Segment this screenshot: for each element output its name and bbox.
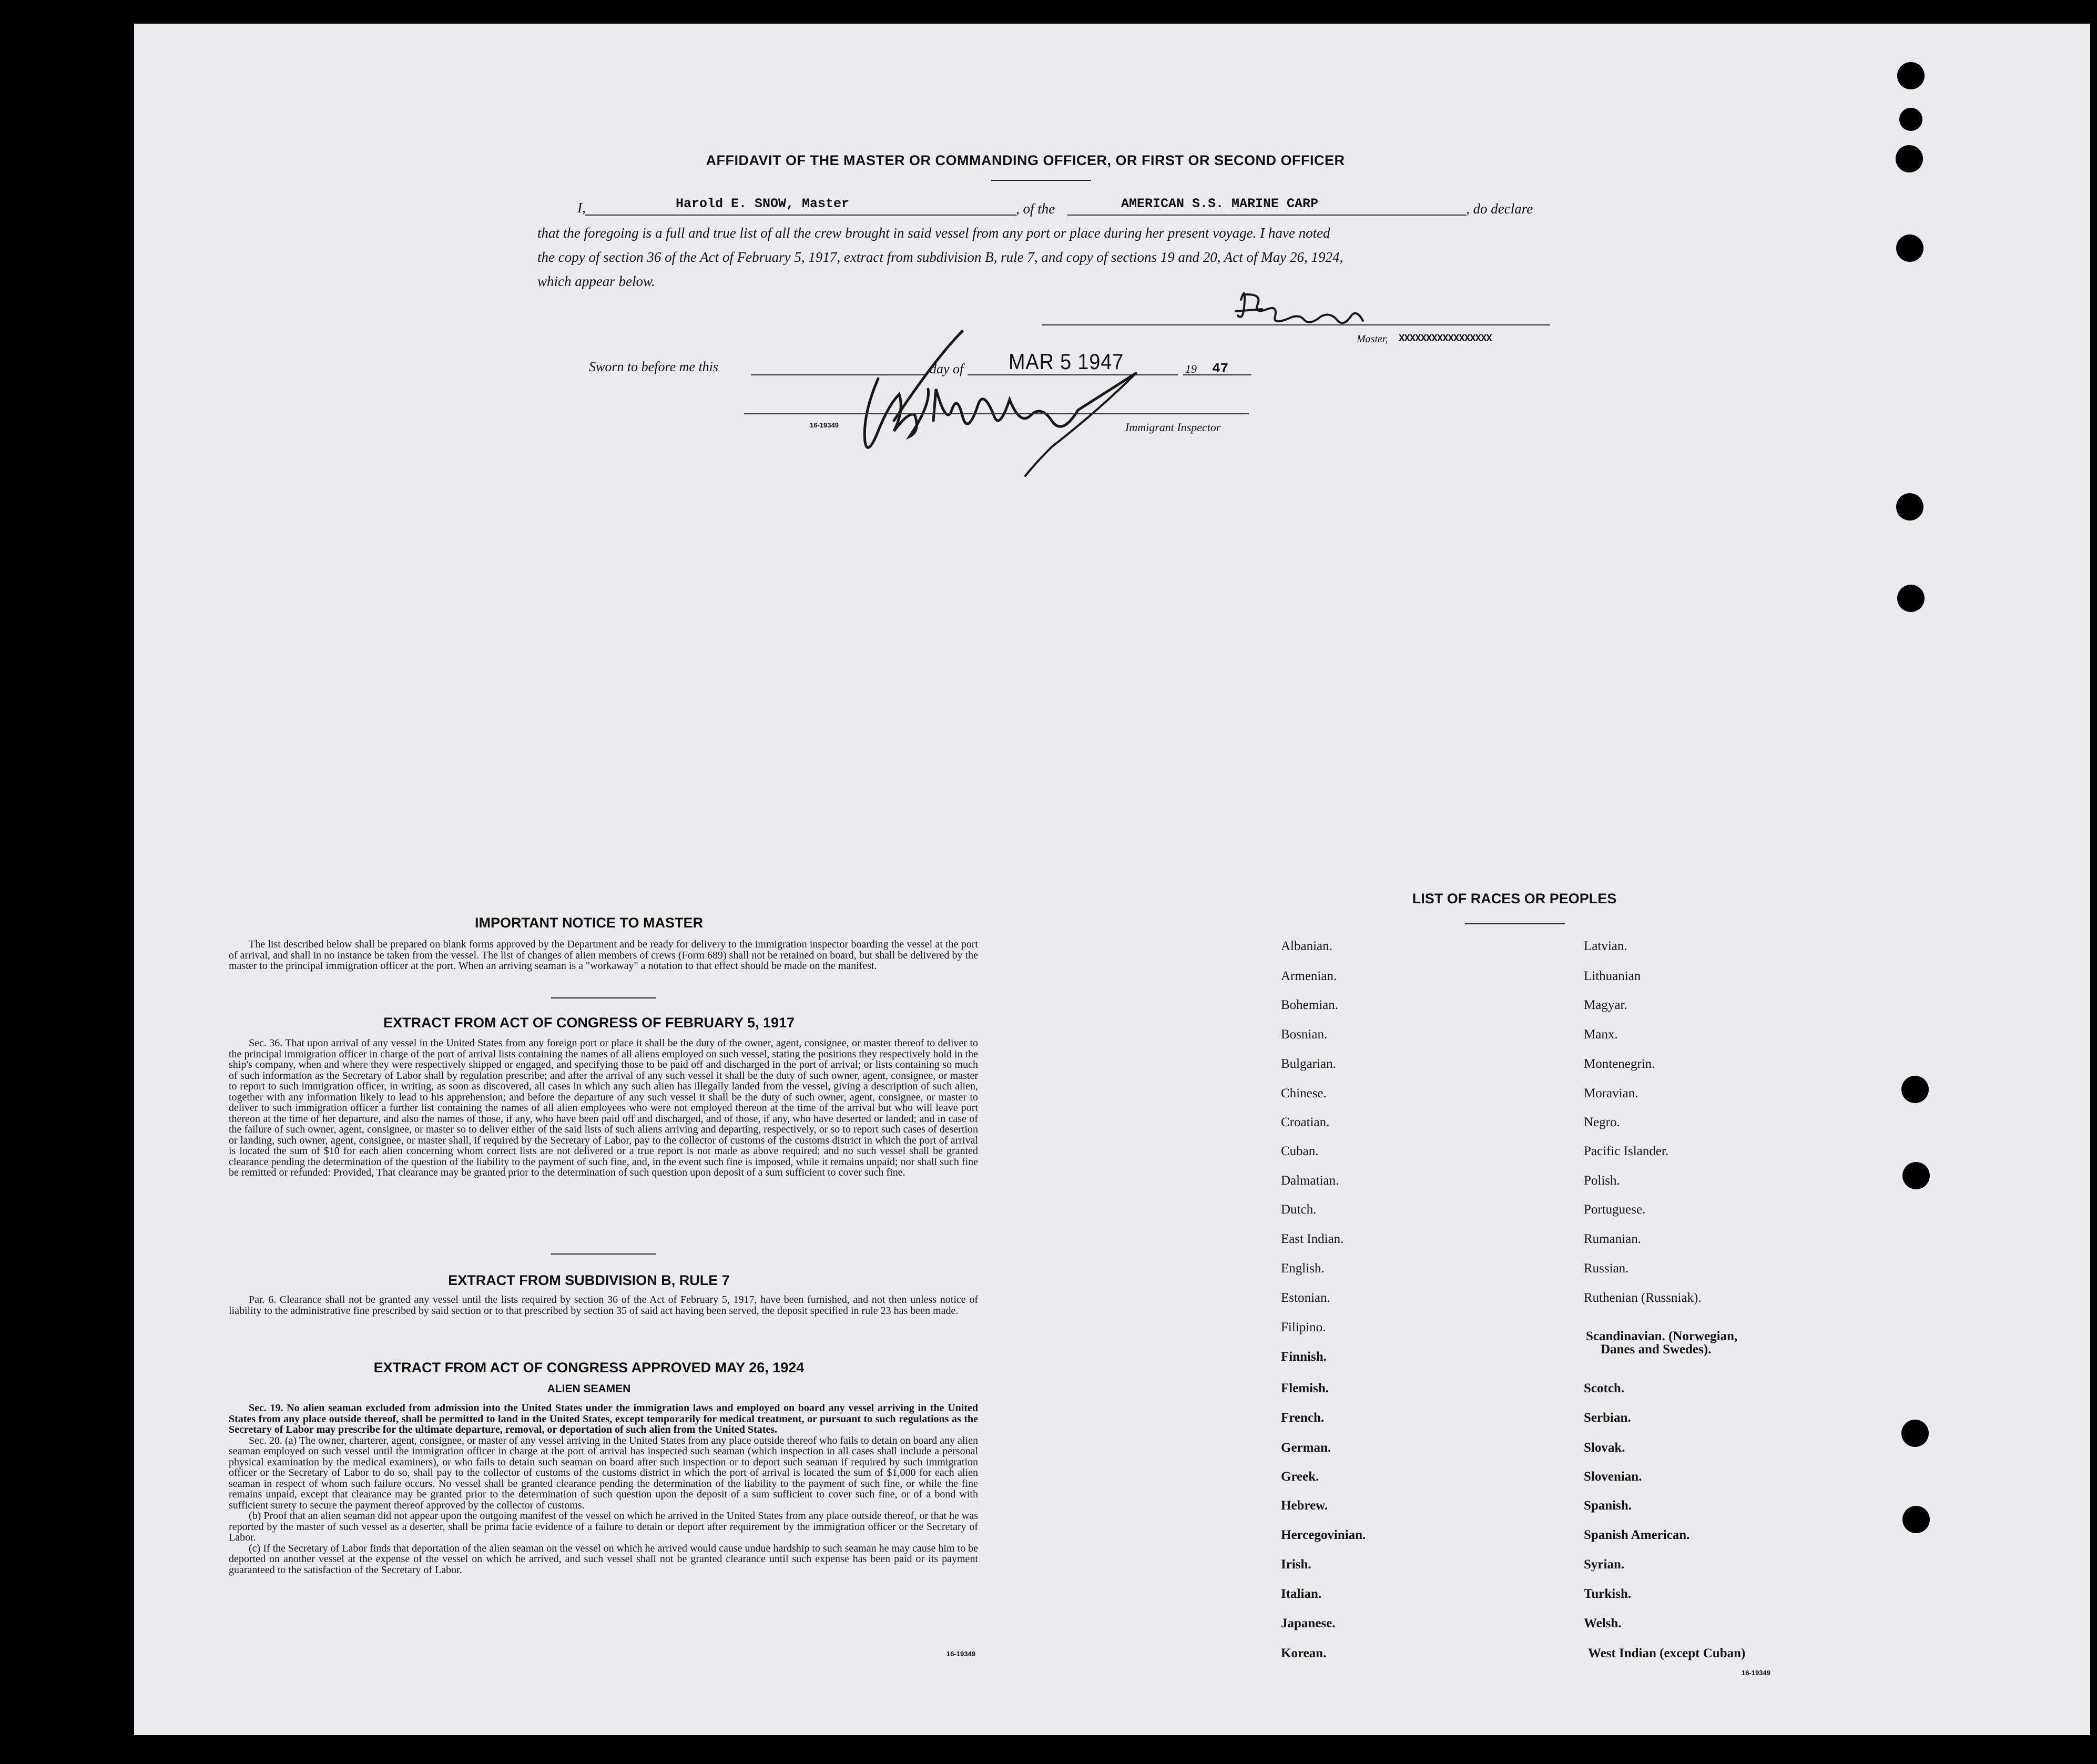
- master-label: Master,: [1357, 333, 1388, 345]
- year-suffix: 47: [1212, 361, 1229, 376]
- race-item: Chinese.: [1281, 1086, 1327, 1100]
- race-item: English.: [1281, 1261, 1325, 1276]
- inspector-signature: [841, 326, 1178, 484]
- race-item: Magyar.: [1584, 998, 1627, 1012]
- sec-20a-paragraph: Sec. 20. (a) The owner, charterer, agent, consignee, or master of any vessel arriving in the United States from any place outside thereof who fails to detain on board any alien seaman employed on such vessel until the immigration officer in charge at the port of arrival has inspected such seaman (which inspection in all cases shall include a personal physical examination by the medical examiners), or who fails to detain such seaman on board after such inspection or to deport such seaman if required by such immigration officer or the Secretary of Labor to do so, shall pay to the collector of customs of the customs district in which the port of arrival is located the sum of $1,000 for each alien seaman in respect of whom such failure occurs. No vessel shall be granted clearance pending the determination of the liability to the payment of such fine, or while the fine remains unpaid, except that clearance may be granted prior to the determination of such question upon the deposit of a sum sufficient to cover such fine, or of a bond with sufficient surety to secure the payment thereof approved by the collector of customs.: [229, 1434, 978, 1511]
- extract-1924-title: EXTRACT FROM ACT OF CONGRESS APPROVED MAY 26, 1924: [373, 1360, 805, 1375]
- divider: [551, 1253, 656, 1255]
- race-item: Serbian.: [1584, 1411, 1631, 1425]
- race-item: Dutch.: [1281, 1202, 1317, 1217]
- inspector-line: [744, 413, 1249, 414]
- race-item: Welsh.: [1584, 1616, 1622, 1630]
- extract-form-number: 16-19349: [946, 1650, 975, 1658]
- day-of-label: day of: [930, 361, 964, 376]
- race-item: Moravian.: [1584, 1086, 1638, 1100]
- punch-hole: [1899, 108, 1922, 131]
- year-line: [1183, 374, 1251, 375]
- affidavit-line-3: the copy of section 36 of the Act of February 5, 1917, extract from subdivision B, rule 7, and copy of sections 19 and 20, Act of May 26, 1924,: [537, 249, 1343, 265]
- race-item: Filipino.: [1281, 1320, 1326, 1334]
- sec-20b-paragraph: (b) Proof that an alien seaman did not appear upon the outgoing manifest of the vessel on which he arrived in the United States from any place outside thereof, or that he was reported by the master of such vessel as a deserter, shall be prima facie evidence of a failure to detain or deport after requirement by the immigration officer or the Secretary of Labor.: [229, 1510, 978, 1543]
- punch-hole: [1896, 493, 1923, 521]
- race-item: Estonian.: [1281, 1291, 1330, 1305]
- master-signature-line: [1042, 324, 1550, 325]
- notice-paragraph: The list described below shall be prepared on blank forms approved by the Department and be ready for delivery to the immigration inspector boarding the vessel at the port of arrival, and shall in no instance be taken from the vessel. The list of changes of alien members of crews (Form 689) shall not be retained on board, but shall be delivered by the master to the principal immigration officer at the port. When an arriving seaman is a "workaway" a notation to that effect should be made on the manifest.: [229, 939, 978, 972]
- race-item: Bohemian.: [1281, 998, 1339, 1012]
- race-item: Latvian.: [1584, 939, 1627, 953]
- master-signature: [1225, 279, 1399, 337]
- race-item: Slovak.: [1584, 1441, 1625, 1455]
- divider: [551, 997, 656, 998]
- race-item: Turkish.: [1584, 1587, 1632, 1601]
- master-name: Harold E. SNOW, Master: [676, 196, 850, 211]
- race-item: Finnish.: [1281, 1350, 1327, 1364]
- race-item: Croatian.: [1281, 1115, 1330, 1129]
- punch-hole: [1902, 1506, 1930, 1533]
- extract-1924-body: [229, 1403, 978, 1575]
- race-item: Portuguese.: [1584, 1202, 1646, 1217]
- sworn-label: Sworn to before me this: [589, 359, 719, 374]
- affidavit-line-2: that the foregoing is a full and true list of all the crew brought in said vessel from any port or place during her present voyage. I have noted: [537, 225, 1330, 241]
- sec-19-paragraph: Sec. 19. No alien seaman excluded from admission into the United States under the immigration laws and employed on board any vessel arriving in the United States from any place outside thereof, shall be permitted to land in the United States, except temporarily for medical treatment, or pursuant to such regulations as the Secretary of Labor may prescribe for the ultimate departure, removal, or deportation of such alien from the United States.: [229, 1402, 978, 1435]
- race-item: Manx.: [1584, 1027, 1618, 1042]
- sec-20c-paragraph: (c) If the Secretary of Labor finds that deportation of the alien seaman on the vessel on which he arrived would cause undue hardship to such seaman he may cause him to be deported on another vessel at the expense of the vessel on which he arrived, and such vessel shall not be granted clearance until such expense has been paid or its payment guaranteed to the satisfaction of the Secretary of Labor.: [229, 1542, 978, 1576]
- race-item: Scotch.: [1584, 1381, 1625, 1395]
- race-item: Korean.: [1281, 1646, 1327, 1660]
- do-declare-label: , do declare: [1466, 201, 1533, 217]
- races-title: LIST OF RACES OR PEOPLES: [1412, 891, 1617, 906]
- race-item: French.: [1281, 1411, 1325, 1425]
- race-item: Flemish.: [1281, 1381, 1329, 1395]
- race-item-scandinavian-continued: Danes and Swedes).: [1601, 1342, 1712, 1357]
- race-item: Spanish.: [1584, 1498, 1632, 1513]
- races-form-number: 16-19349: [1742, 1669, 1770, 1677]
- affidavit-form-number: 16-19349: [810, 421, 839, 429]
- divider: [991, 180, 1091, 181]
- vessel-line: [1067, 215, 1466, 216]
- date-stamp: MAR 5 1947: [1009, 349, 1124, 374]
- affidavit-title: AFFIDAVIT OF THE MASTER OR COMMANDING OFFICER, OR FIRST OR SECOND OFFICER: [706, 152, 1345, 168]
- race-item: Rumanian.: [1584, 1232, 1642, 1246]
- race-item: Slovenian.: [1584, 1470, 1642, 1484]
- divider: [1465, 923, 1565, 924]
- punch-hole: [1902, 1162, 1930, 1189]
- race-item: Syrian.: [1584, 1557, 1625, 1572]
- of-the-label: , of the: [1016, 201, 1055, 217]
- subdivision-b-body: [229, 1294, 978, 1316]
- race-item: Lithuanian: [1584, 969, 1641, 983]
- affidavit-line-4: which appear below.: [537, 273, 655, 289]
- par-6-paragraph: Par. 6. Clearance shall not be granted any vessel until the lists required by section 36 of the Act of February 5, 1917, have been furnished, and not then unless notice of liability to the administrative fine prescribed by said section or to that prescribed by section 35 of said act having been served, the deposit specified in rule 23 has been made.: [229, 1294, 978, 1317]
- race-item: Hebrew.: [1281, 1498, 1328, 1513]
- punch-hole: [1897, 585, 1925, 612]
- race-item: Albanian.: [1281, 939, 1332, 953]
- race-item: Armenian.: [1281, 969, 1337, 983]
- race-item: East Indian.: [1281, 1232, 1344, 1246]
- race-item: Bulgarian.: [1281, 1057, 1336, 1071]
- notice-title: IMPORTANT NOTICE TO MASTER: [475, 915, 703, 931]
- race-item: West Indian (except Cuban): [1588, 1646, 1746, 1660]
- race-item: Polish.: [1584, 1174, 1620, 1188]
- punch-hole: [1897, 62, 1925, 89]
- subdivision-b-title: EXTRACT FROM SUBDIVISION B, RULE 7: [448, 1272, 730, 1288]
- race-item: German.: [1281, 1441, 1331, 1455]
- race-item: Italian.: [1281, 1587, 1322, 1601]
- race-item: Russian.: [1584, 1261, 1629, 1276]
- race-item: Japanese.: [1281, 1616, 1336, 1630]
- race-item: Cuban.: [1281, 1144, 1319, 1158]
- notice-body: [229, 939, 978, 972]
- punch-hole: [1901, 1076, 1929, 1103]
- i-label: I,: [577, 200, 586, 216]
- punch-hole: [1896, 145, 1923, 172]
- race-item: Scandinavian. (Norwegian,: [1586, 1329, 1738, 1343]
- extract-1917-body: [229, 1038, 978, 1178]
- punch-hole: [1901, 1420, 1929, 1447]
- race-item: Montenegrin.: [1584, 1057, 1655, 1071]
- sec-36-paragraph: Sec. 36. That upon arrival of any vessel in the United States from any foreign port or place it shall be the duty of the owner, agent, consignee, or master thereof to deliver to the principal immigration officer in charge of the port of arrival lists containing the names of all aliens employed on such vessel, stating the positions they respectively hold in the ship's company, when and where they were respectively shipped or engaged, and specifying those to be paid off and discharged in the port of arrival; or lists containing so much of such information as the Secretary of Labor shall by regulation prescribe; and after the arrival of any such vessel it shall be the duty of such owner, agent, consignee, or master to report to such immigration officer, in writing, as soon as discovered, all cases in which any such alien has illegally landed from the vessel, giving a description of such alien, together with any information likely to lead to his apprehension; and before the departure of any such vessel it shall be the duty of such owner, agent, consignee, or master to deliver to such immigration officer a further list containing the names of all alien employees who were not employed thereon at the time of the arrival but who will leave port thereon at the time of her departure, and also the names of those, if any, who have been paid off and discharged, and of those, if any, who have deserted or landed; and in case of the failure of such owner, agent, consignee, or master so to deliver either of the said lists of such aliens arriving and departing, respectively, or so to report such cases of desertion or landing, such owner, agent, consignee, or master shall, if required by the Secretary of Labor, pay to the collector of customs of the customs district in which the port of arrival is located the sum of $10 for each alien concerning whom correct lists are not delivered or a true report is not made as above required; and no such vessel shall be granted clearance pending the determination of the question of the liability to the payment of such fine, and, in the event such fine is imposed, while it remains unpaid; nor shall such fine be remitted or refunded: Provided, That clearance may be granted prior to the determination of such question upon deposit of a sum sufficient to cover such fine.: [229, 1037, 978, 1178]
- race-item: Spanish American.: [1584, 1528, 1690, 1542]
- race-item: Greek.: [1281, 1470, 1319, 1484]
- alien-seamen-subtitle: ALIEN SEAMEN: [547, 1383, 631, 1395]
- name-line: [585, 215, 1016, 216]
- race-item: Bosnian.: [1281, 1027, 1328, 1042]
- race-item: Hercegovinian.: [1281, 1528, 1366, 1542]
- master-struck-text: XXXXXXXXXXXXXXXXX: [1399, 333, 1492, 344]
- inspector-label: Immigrant Inspector: [1125, 421, 1221, 434]
- race-item: Irish.: [1281, 1557, 1311, 1572]
- year-prefix: 19: [1185, 362, 1197, 375]
- punch-hole: [1896, 234, 1923, 262]
- vessel-name: AMERICAN S.S. MARINE CARP: [1121, 196, 1319, 211]
- race-item: Negro.: [1584, 1115, 1620, 1129]
- race-item: Pacific Islander.: [1584, 1144, 1669, 1158]
- race-item: Ruthenian (Russniak).: [1584, 1291, 1702, 1305]
- race-item: Dalmatian.: [1281, 1174, 1339, 1188]
- extract-1917-title: EXTRACT FROM ACT OF CONGRESS OF FEBRUARY 5, 1917: [383, 1015, 795, 1031]
